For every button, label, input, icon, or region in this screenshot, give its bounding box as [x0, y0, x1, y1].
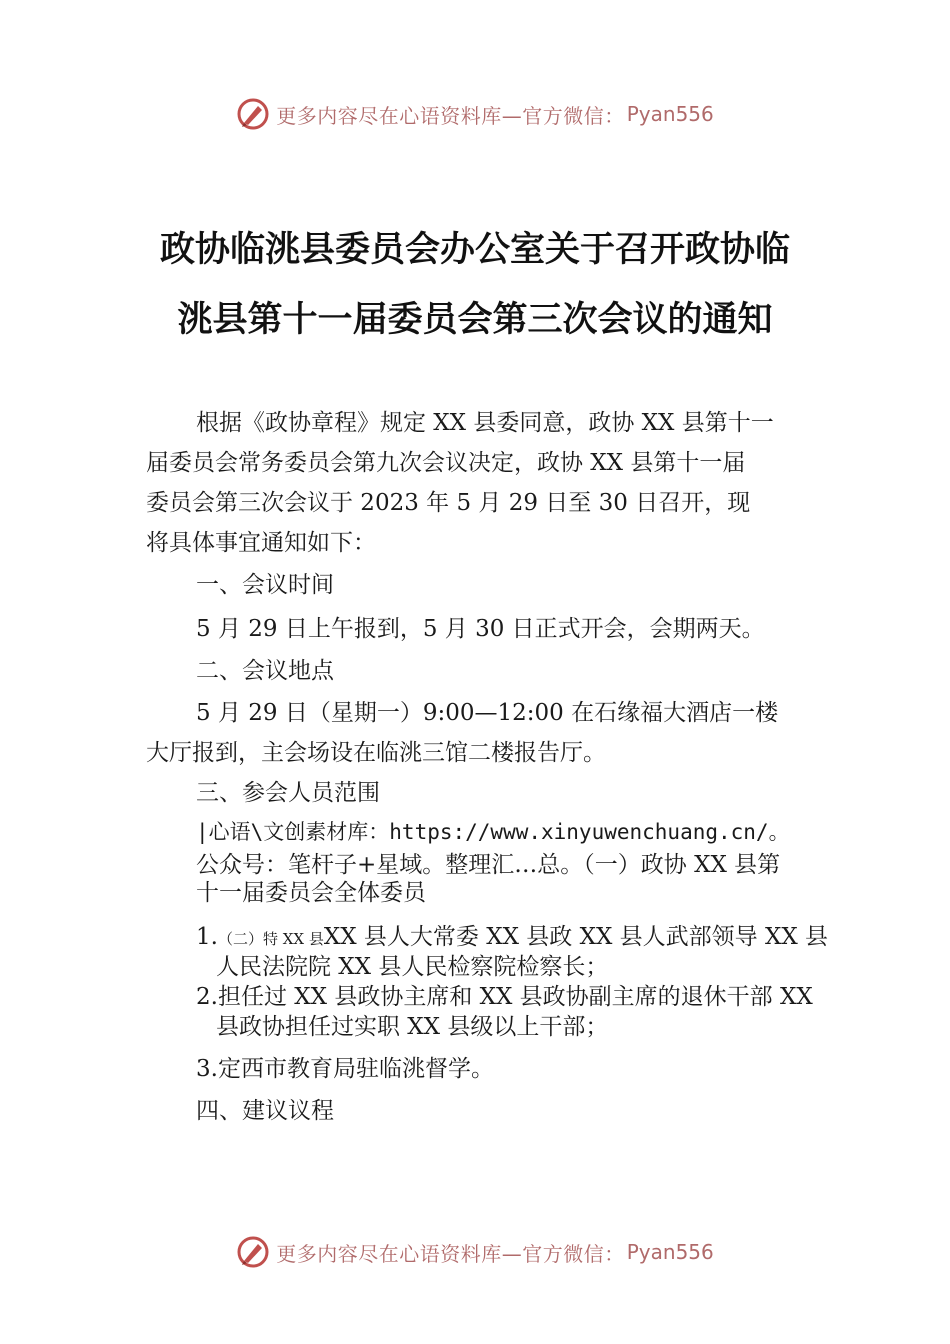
section-3-line-2: 公众号：笔杆子+星域。整理汇…总。（一）政协 XX 县第: [196, 852, 781, 878]
intro-line-3: 委员会第三次会议于 2023 年 5 月 29 日至 30 日召开，现: [146, 490, 751, 516]
section-1-heading: 一、会议时间: [196, 572, 334, 598]
header-banner: [0, 94, 950, 134]
list-item-3: 3.定西市教育局驻临洮督学。: [196, 1056, 494, 1082]
document-title-line-1: 政协临洮县委员会办公室关于召开政协临: [159, 229, 790, 270]
pen-logo-icon: [236, 97, 270, 131]
intro-line-1: 根据《政协章程》规定 XX 县委同意，政协 XX 县第十一: [196, 410, 774, 436]
banner-text: 更多内容尽在心语资料库—官方微信：: [276, 103, 625, 128]
document-title-line-2: 洮县第十一届委员会第三次会议的通知: [177, 299, 773, 340]
list-item-1-small-text: （二）特 XX 县: [217, 930, 324, 948]
intro-line-2: 届委员会常务委员会第九次会议决定，政协 XX 县第十一届: [146, 450, 746, 476]
section-2-text-line-1: 5 月 29 日（星期一）9:00—12:00 在石缘福大酒店一楼: [196, 700, 779, 726]
banner-wechat-id: Pyan556: [626, 1240, 714, 1264]
section-2-text-line-2: 大厅报到，主会场设在临洮三馆二楼报告厅。: [146, 740, 606, 766]
banner-wechat-id: Pyan556: [626, 102, 714, 126]
list-item-2-line-1: 2.担任过 XX 县政协主席和 XX 县政协副主席的退休干部 XX: [196, 984, 813, 1010]
list-item-1-line-1: [196, 918, 828, 951]
section-3-heading: 三、参会人员范围: [196, 780, 380, 806]
intro-line-4: 将具体事宜通知如下：: [146, 530, 376, 556]
section-3-line-1: |心语\文创素材库：https://www.xinyuwenchuang.cn/。: [196, 820, 790, 844]
list-item-1-number: 1.: [196, 924, 218, 950]
section-4-heading: 四、建议议程: [196, 1098, 334, 1124]
section-3-line-3: 十一届委员会全体委员: [196, 880, 426, 906]
section-2-heading: 二、会议地点: [196, 658, 334, 684]
footer-banner: [0, 1232, 950, 1272]
banner-text: 更多内容尽在心语资料库—官方微信：: [276, 1241, 625, 1266]
section-1-text: 5 月 29 日上午报到，5 月 30 日正式开会，会期两天。: [196, 616, 765, 642]
pen-logo-icon: [236, 1235, 270, 1269]
list-item-1-text: XX 县人大常委 XX 县政 XX 县人武部领导 XX 县: [323, 924, 829, 950]
list-item-2-line-2: 县政协担任过实职 XX 县级以上干部；: [216, 1014, 609, 1040]
list-item-1-line-2: 人民法院院 XX 县人民检察院检察长；: [216, 954, 609, 980]
